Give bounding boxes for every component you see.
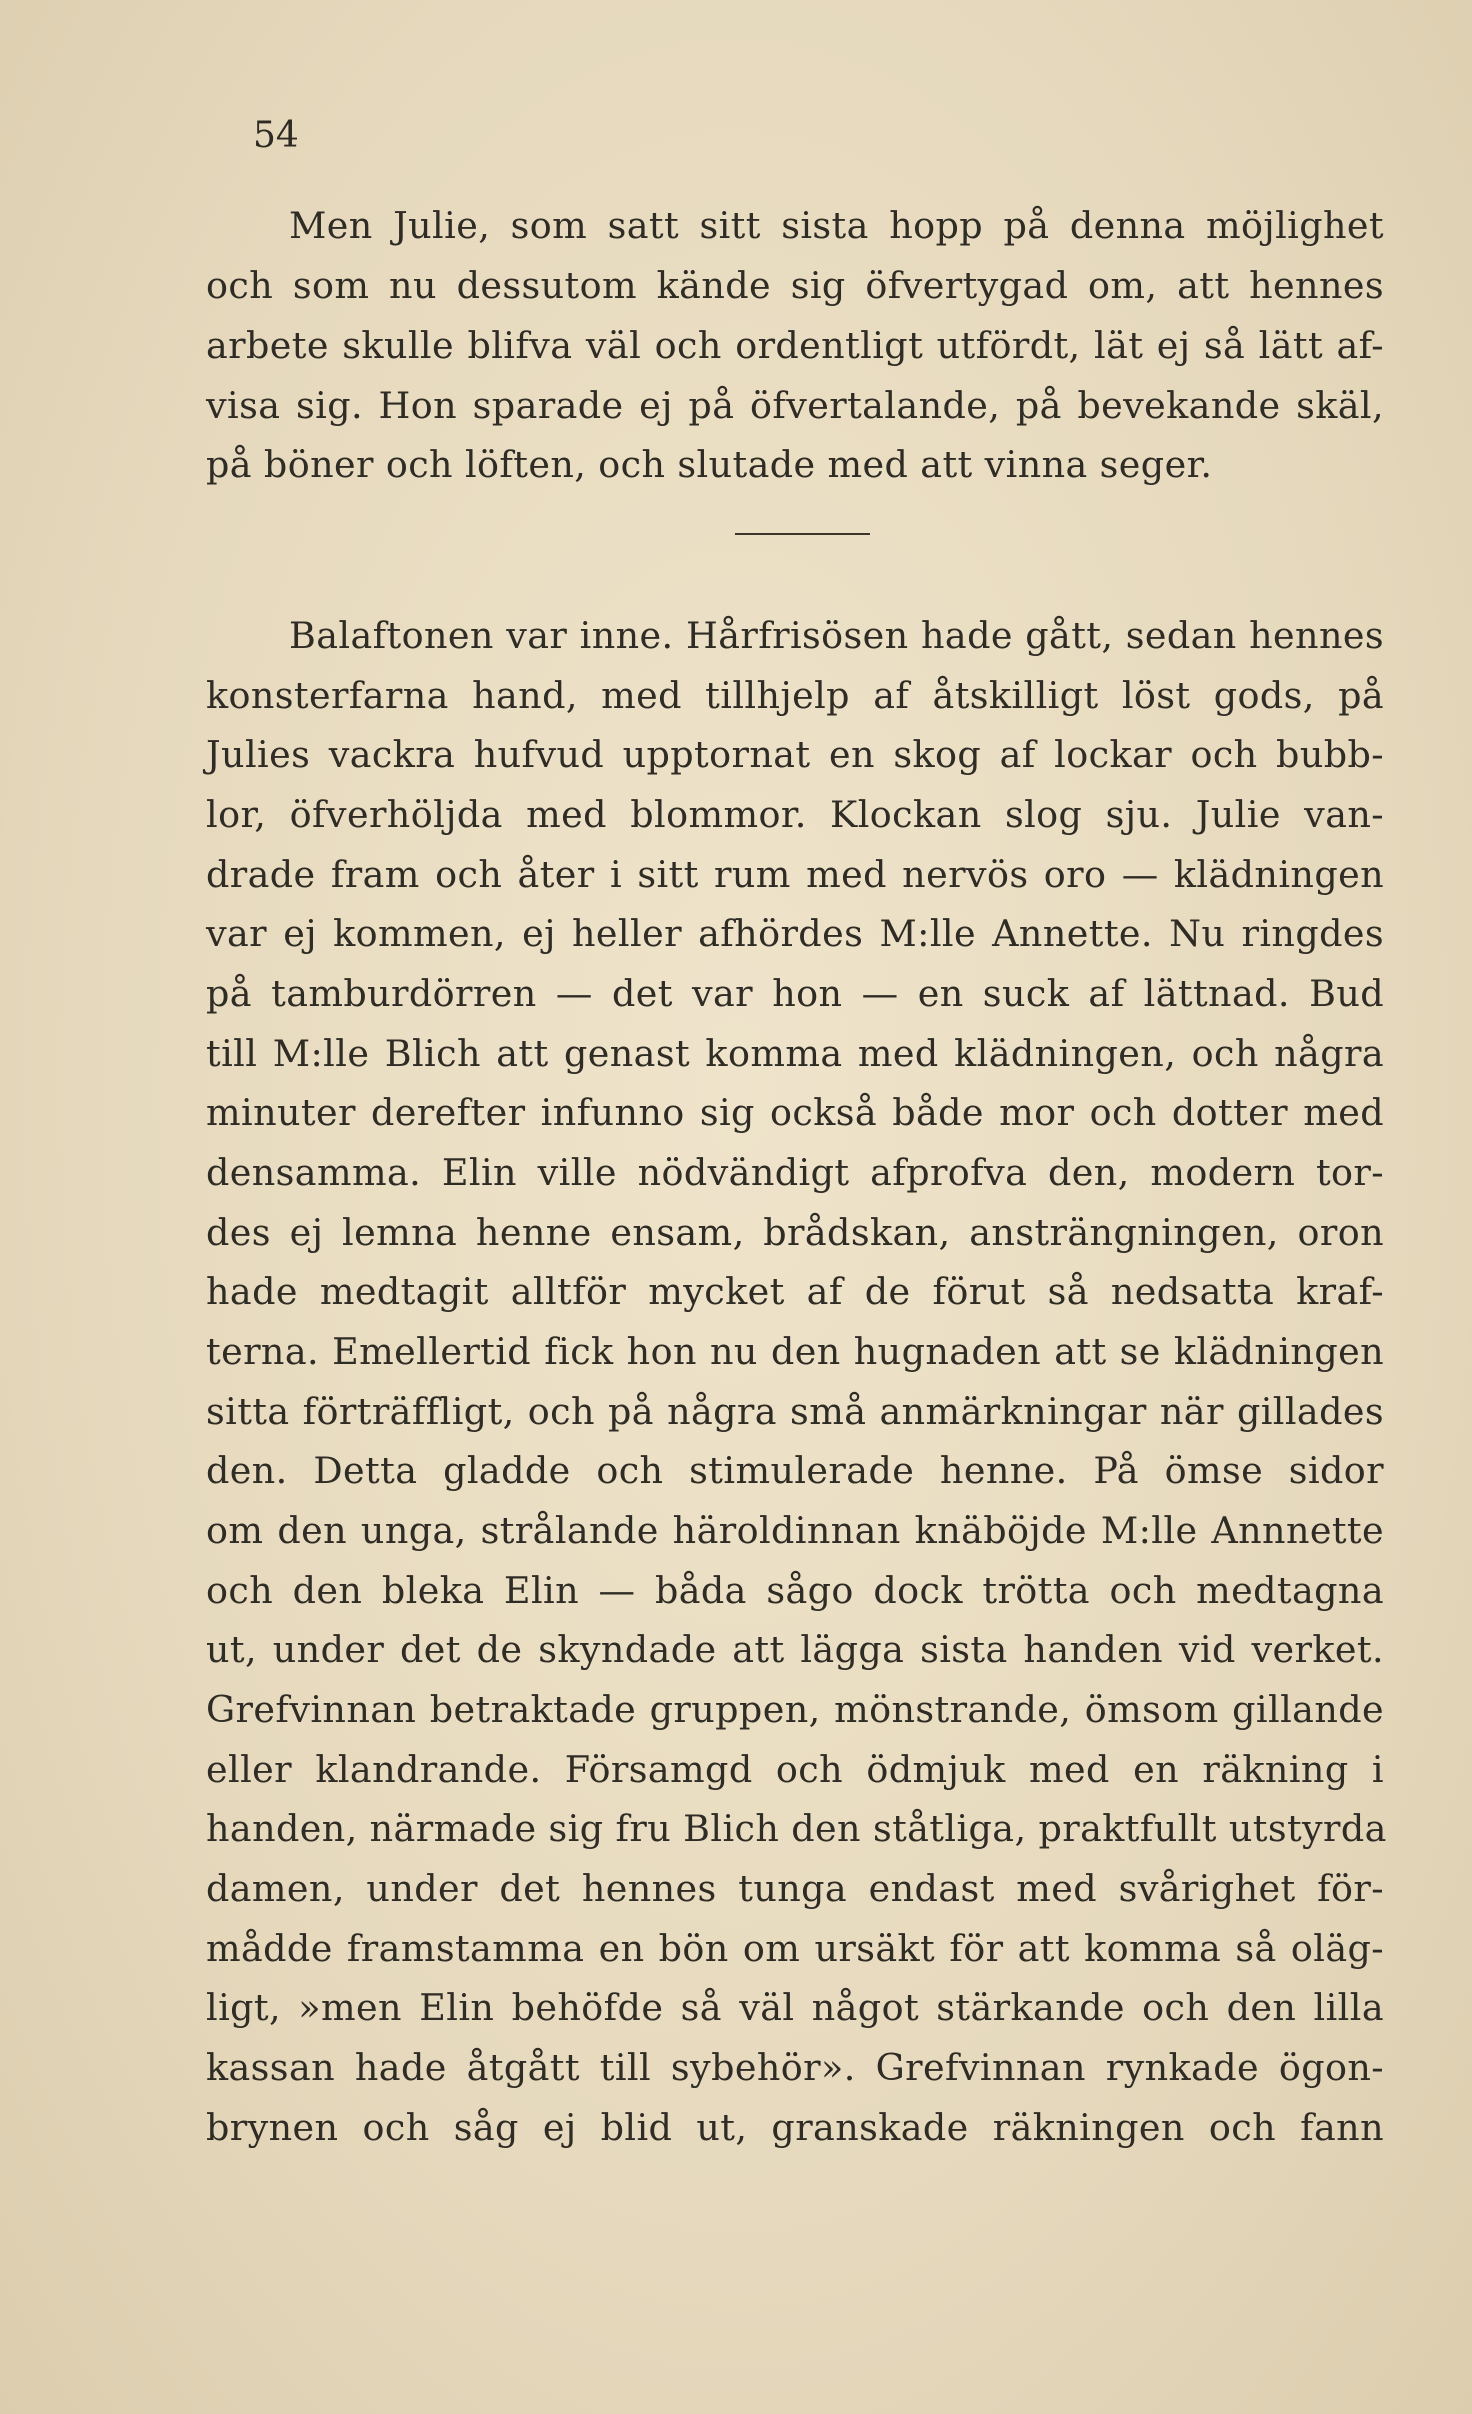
text-line: konsterfarna hand, med tillhjelp af åtskilligt löst gods, på — [206, 674, 1384, 717]
text-line: hade medtagit alltför mycket af de förut så nedsatta kraf- — [206, 1270, 1384, 1313]
text-line: om den unga, strålande häroldinnan knäböjde M:lle Annnette — [206, 1509, 1384, 1552]
text-line: till M:lle Blich att genast komma med klädningen, och några — [206, 1032, 1384, 1075]
text-line: arbete skulle blifva väl och ordentligt utfördt, lät ej så lätt af- — [206, 324, 1384, 367]
text-line: kassan hade åtgått till sybehör». Grefvinnan rynkade ögon- — [206, 2046, 1384, 2089]
text-line: var ej kommen, ej heller afhördes M:lle Annette. Nu ringdes — [206, 912, 1384, 955]
text-line: handen, närmade sig fru Blich den ståtliga, praktfullt utstyrda — [206, 1807, 1387, 1850]
text-line: den. Detta gladde och stimulerade henne. På ömse sidor — [206, 1449, 1384, 1492]
text-line: des ej lemna henne ensam, brådskan, ansträngningen, oron — [206, 1211, 1384, 1254]
text-line: lor, öfverhöljda med blommor. Klockan slog sju. Julie van- — [206, 793, 1384, 836]
text-line: ut, under det de skyndade att lägga sista handen vid verket. — [206, 1628, 1384, 1671]
text-line: mådde framstamma en bön om ursäkt för att komma så oläg- — [206, 1927, 1384, 1970]
text-line: på tamburdörren — det var hon — en suck af lättnad. Bud — [206, 972, 1384, 1015]
text-line: på böner och löften, och slutade med att vinna seger. — [206, 443, 1213, 486]
text-line: Grefvinnan betraktade gruppen, mönstrande, ömsom gillande — [206, 1688, 1384, 1731]
text-line: Julies vackra hufvud upptornat en skog af lockar och bubb- — [206, 733, 1384, 776]
text-line: terna. Emellertid fick hon nu den hugnaden att se klädningen — [206, 1330, 1384, 1373]
text-line: densamma. Elin ville nödvändigt afprofva den, modern tor- — [206, 1151, 1384, 1194]
text-line: ligt, »men Elin behöfde så väl något stärkande och den lilla — [206, 1986, 1384, 2029]
text-line: Balaftonen var inne. Hårfrisösen hade gått, sedan hennes — [289, 614, 1384, 657]
text-line: drade fram och åter i sitt rum med nervös oro — klädningen — [206, 853, 1384, 896]
text-line: minuter derefter infunno sig också både mor och dotter med — [206, 1091, 1384, 1134]
text-line: och som nu dessutom kände sig öfvertygad om, att hennes — [206, 264, 1384, 307]
text-line: sitta förträffligt, och på några små anmärkningar när gillades — [206, 1390, 1384, 1433]
page-number: 54 — [253, 115, 299, 156]
text-line: damen, under det hennes tunga endast med svårighet för- — [206, 1867, 1384, 1910]
text-line: Men Julie, som satt sitt sista hopp på denna möjlighet — [289, 204, 1384, 247]
text-line: visa sig. Hon sparade ej på öfvertalande, på bevekande skäl, — [206, 384, 1384, 427]
text-line: eller klandrande. Församgd och ödmjuk med en räkning i — [206, 1748, 1384, 1791]
text-line: brynen och såg ej blid ut, granskade räkningen och fann — [206, 2106, 1384, 2149]
section-divider — [735, 533, 870, 535]
text-line: och den bleka Elin — båda sågo dock trötta och medtagna — [206, 1569, 1384, 1612]
